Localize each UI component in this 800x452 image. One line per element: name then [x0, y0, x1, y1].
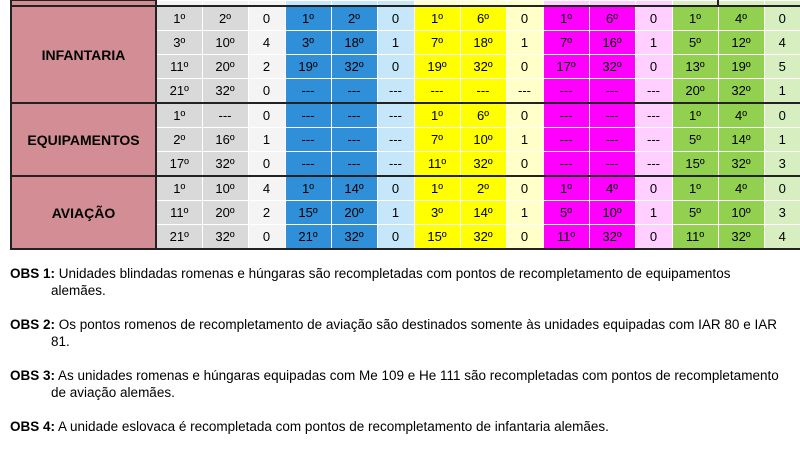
table-cell: ---	[589, 103, 635, 128]
table-cell: ---	[635, 152, 672, 177]
table-cell: 32º	[202, 225, 248, 250]
table-cell: 6º	[460, 6, 506, 31]
table-cell: ---	[285, 103, 331, 128]
table-cell: 15º	[414, 225, 460, 250]
table-cell: 20º	[202, 201, 248, 225]
table-cell: 1	[506, 31, 543, 55]
table-cell: 1º	[156, 176, 202, 201]
table-cell: ---	[285, 79, 331, 104]
table-cell: 7º	[414, 31, 460, 55]
table-cell: 1º	[414, 176, 460, 201]
table-cell: 1	[377, 201, 414, 225]
note-label: OBS 4:	[10, 419, 56, 434]
table-cell: 0	[506, 6, 543, 31]
table-cell: 19º	[285, 55, 331, 79]
table-cell: 32º	[589, 225, 635, 250]
table-cell: 0	[248, 152, 285, 177]
table-cell: 11º	[156, 55, 202, 79]
table-cell: 0	[506, 225, 543, 250]
table-cell: ---	[285, 128, 331, 152]
note-text: A unidade eslovaca é recompletada com pontos de recompletamento de infantaria alemães.	[58, 419, 609, 434]
table-cell: ---	[635, 79, 672, 104]
table-cell: 4	[764, 225, 800, 250]
table-cell: 0	[377, 6, 414, 31]
table-cell: 1º	[285, 6, 331, 31]
table-cell: ---	[635, 103, 672, 128]
table-cell: 1	[506, 201, 543, 225]
table-cell: 2º	[156, 128, 202, 152]
table-cell: 2	[248, 201, 285, 225]
table-cell: 1	[764, 128, 800, 152]
table-cell: 10º	[460, 128, 506, 152]
note-text: Unidades blindadas romenas e húngaras são recompletadas com pontos de recompletamento de equipamentos alemães.	[51, 266, 731, 298]
table-cell: 32º	[718, 225, 764, 250]
note-text: As unidades romenas e húngaras equipadas com Me 109 e He 111 são recompletadas com pontos de recompletamento de aviação alemães.	[51, 368, 779, 400]
table-cell: 15º	[285, 201, 331, 225]
table-cell: 32º	[460, 152, 506, 177]
table-cell: 3º	[414, 201, 460, 225]
note-obs-4	[10, 418, 780, 435]
table-cell: 18º	[331, 31, 377, 55]
table-cell: ---	[543, 103, 589, 128]
notes-section	[10, 265, 780, 452]
table-cell: ---	[377, 128, 414, 152]
table-cell: 32º	[202, 79, 248, 104]
table-cell: 1º	[543, 6, 589, 31]
table-cell: 0	[248, 79, 285, 104]
table-cell: 5	[764, 55, 800, 79]
table-cell: ---	[377, 152, 414, 177]
table-cell: 5º	[672, 128, 718, 152]
table-cell: 5º	[672, 31, 718, 55]
table-cell: 20º	[202, 55, 248, 79]
table-cell: 32º	[460, 55, 506, 79]
table-cell: 1º	[414, 6, 460, 31]
table-cell: 12º	[718, 31, 764, 55]
table-cell: 1º	[672, 103, 718, 128]
table-cell: 0	[377, 176, 414, 201]
table-cell: 14º	[331, 176, 377, 201]
table-row	[11, 176, 800, 201]
table-cell: 1	[377, 31, 414, 55]
table-cell: ---	[589, 128, 635, 152]
table-cell: 4º	[718, 6, 764, 31]
table-cell: ---	[543, 128, 589, 152]
table-cell: ---	[506, 79, 543, 104]
table-cell: 5º	[672, 201, 718, 225]
table-cell: 0	[506, 176, 543, 201]
table-cell: 11º	[543, 225, 589, 250]
table-cell: ---	[460, 79, 506, 104]
table-cell: 4	[764, 31, 800, 55]
table-row	[11, 6, 800, 31]
table-cell: 0	[377, 55, 414, 79]
table-cell: 17º	[543, 55, 589, 79]
table-cell: 15º	[672, 152, 718, 177]
table-cell: 0	[635, 55, 672, 79]
table-cell: 3	[764, 152, 800, 177]
table-cell: ---	[331, 103, 377, 128]
table-cell: ---	[589, 79, 635, 104]
table-cell: 14º	[460, 201, 506, 225]
table-cell: 18º	[460, 31, 506, 55]
table-cell: 7º	[543, 31, 589, 55]
table-cell: 0	[635, 225, 672, 250]
table-cell: 1	[506, 128, 543, 152]
table-cell: 13º	[672, 55, 718, 79]
table-cell: 32º	[718, 79, 764, 104]
table-cell: 32º	[331, 225, 377, 250]
note-label: OBS 2:	[10, 317, 56, 332]
table-cell: 4º	[718, 176, 764, 201]
table-cell: 6º	[589, 6, 635, 31]
category-label: INFANTARIA	[11, 6, 156, 103]
table-cell: ---	[543, 79, 589, 104]
table-cell: 3º	[156, 31, 202, 55]
table-cell: 1	[635, 31, 672, 55]
table-cell: 0	[506, 103, 543, 128]
table-cell: 11º	[414, 152, 460, 177]
table-cell: 19º	[718, 55, 764, 79]
table-cell: 16º	[589, 31, 635, 55]
table-cell: 0	[764, 176, 800, 201]
table-cell: ---	[635, 128, 672, 152]
table-cell: 10º	[202, 31, 248, 55]
table-cell: 20º	[672, 79, 718, 104]
table-cell: 1º	[414, 103, 460, 128]
table-cell: 0	[506, 152, 543, 177]
table-cell: 2º	[202, 6, 248, 31]
table-cell: 21º	[285, 225, 331, 250]
table-cell: 4º	[589, 176, 635, 201]
table-cell: 0	[377, 225, 414, 250]
table-cell: 6º	[460, 103, 506, 128]
table-cell: 10º	[718, 201, 764, 225]
table-cell: 20º	[331, 201, 377, 225]
table-cell: 3º	[285, 31, 331, 55]
table-cell: 0	[635, 6, 672, 31]
note-label: OBS 1:	[10, 266, 56, 281]
table-cell: ---	[377, 103, 414, 128]
table-cell: 16º	[202, 128, 248, 152]
table-cell: ---	[331, 79, 377, 104]
table-cell: 1	[635, 201, 672, 225]
table-cell: 5º	[543, 201, 589, 225]
note-obs-2	[10, 316, 780, 350]
category-label: EQUIPAMENTOS	[11, 103, 156, 176]
table-cell: 0	[635, 176, 672, 201]
table-cell: 7º	[414, 128, 460, 152]
table-cell: ---	[285, 152, 331, 177]
table-cell: ---	[331, 128, 377, 152]
table-cell: 1º	[672, 6, 718, 31]
table-cell: 2º	[460, 176, 506, 201]
table-cell: 11º	[156, 201, 202, 225]
table-cell: 10º	[202, 176, 248, 201]
table-cell: ---	[589, 152, 635, 177]
table-cell: 10º	[589, 201, 635, 225]
table-cell: 1	[764, 79, 800, 104]
table-cell: 2º	[331, 6, 377, 31]
table-cell: 21º	[156, 225, 202, 250]
table-cell: 19º	[414, 55, 460, 79]
table-cell: 17º	[156, 152, 202, 177]
table-cell: ---	[377, 79, 414, 104]
category-label: AVIAÇÃO	[11, 176, 156, 249]
table-cell: 1º	[285, 176, 331, 201]
table-cell: 0	[506, 55, 543, 79]
table-cell: 0	[764, 6, 800, 31]
table-cell: 4º	[718, 103, 764, 128]
note-label: OBS 3:	[10, 368, 56, 383]
table-cell: 0	[248, 225, 285, 250]
table-cell: 0	[248, 6, 285, 31]
note-text: Os pontos romenos de recompletamento de aviação são destinados somente às unidades equipadas com IAR 80 e IAR 81.	[51, 317, 777, 349]
table-cell: 21º	[156, 79, 202, 104]
table-cell: 1º	[156, 103, 202, 128]
table-cell: ---	[543, 152, 589, 177]
table-cell: 4	[248, 31, 285, 55]
table-cell: 0	[248, 103, 285, 128]
replacement-table	[10, 0, 800, 250]
table-cell: 32º	[331, 55, 377, 79]
table-cell: 32º	[718, 152, 764, 177]
table-cell: 1	[248, 128, 285, 152]
table-cell: 4	[248, 176, 285, 201]
table-cell: ---	[331, 152, 377, 177]
table-cell: 32º	[460, 225, 506, 250]
table-cell: 32º	[589, 55, 635, 79]
table-cell: 1º	[543, 176, 589, 201]
table-cell: 1º	[156, 6, 202, 31]
table-cell: 3	[764, 201, 800, 225]
table-cell: 32º	[202, 152, 248, 177]
table-cell: 1º	[672, 176, 718, 201]
table-cell: 0	[764, 103, 800, 128]
note-obs-1	[10, 265, 780, 299]
table-cell: ---	[202, 103, 248, 128]
table-row	[11, 103, 800, 128]
table-cell: ---	[414, 79, 460, 104]
table-cell: 14º	[718, 128, 764, 152]
table-cell: 2	[248, 55, 285, 79]
note-obs-3	[10, 367, 780, 401]
table-cell: 11º	[672, 225, 718, 250]
